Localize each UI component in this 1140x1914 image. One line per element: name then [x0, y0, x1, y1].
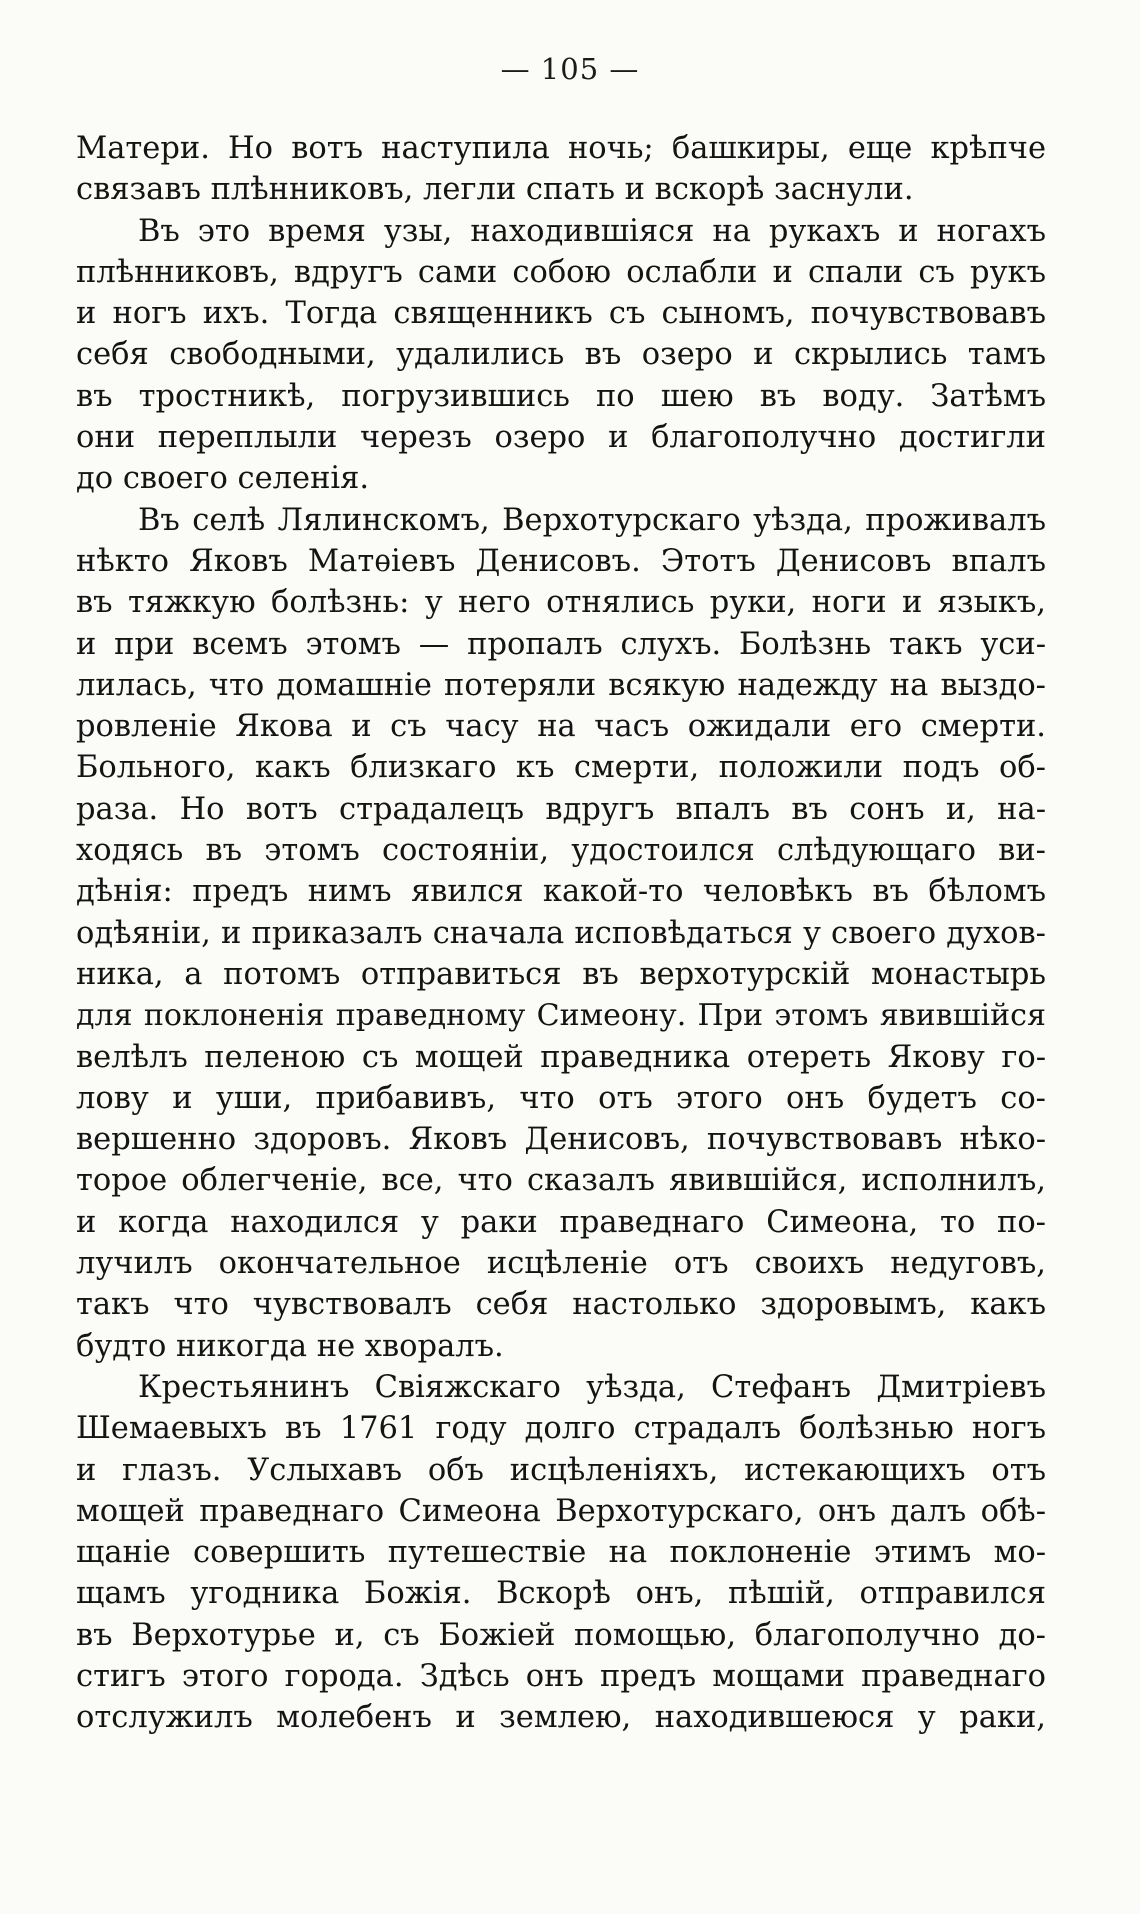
- text-line: Въ это время узы, находившіяся на рукахъ и ногахъ: [138, 213, 1046, 249]
- body-text: [76, 128, 1046, 1739]
- text-line: ходясь въ этомъ состояніи, удостоился слѣдующаго ви-: [76, 833, 1046, 869]
- text-line: такъ что чувствовалъ себя настолько здоровымъ, какъ: [76, 1287, 1046, 1323]
- text-line: Шемаевыхъ въ 1761 году долго страдалъ болѣзнью ногъ: [76, 1411, 1046, 1447]
- text-line: связавъ плѣнниковъ, легли спать и вскорѣ заснули.: [76, 172, 914, 208]
- text-line: щаніе совершить путешествіе на поклоненіе этимъ мо-: [76, 1535, 1046, 1571]
- text-line: въ тростникѣ, погрузившись по шею въ воду. Затѣмъ: [76, 378, 1046, 414]
- text-line: вершенно здоровъ. Яковъ Денисовъ, почувствовавъ нѣко-: [76, 1122, 1046, 1158]
- text-line: они переплыли черезъ озеро и благополучно достигли: [76, 420, 1046, 456]
- text-line: лучилъ окончательное исцѣленіе отъ своихъ недуговъ,: [76, 1246, 1046, 1282]
- text-line: Матери. Но вотъ наступила ночь; башкиры, еще крѣпче: [76, 131, 1046, 166]
- text-line: одѣяніи, и приказалъ сначала исповѣдаться у своего духов-: [76, 915, 1046, 951]
- text-line: Въ селѣ Лялинскомъ, Верхотурскаго уѣзда, проживалъ: [138, 502, 1046, 538]
- text-line: стигъ этого города. Здѣсь онъ предъ мощами праведнаго: [76, 1658, 1046, 1694]
- text-line: будто никогда не хворалъ.: [76, 1328, 504, 1364]
- text-line: до своего селенія.: [76, 461, 370, 497]
- text-line: для поклоненія праведному Симеону. При этомъ явившійся: [76, 998, 1046, 1034]
- text-line: Больного, какъ близкаго къ смерти, положили подъ об-: [76, 750, 1046, 786]
- text-line: и когда находился у раки праведнаго Симеона, то по-: [76, 1204, 1046, 1240]
- text-line: лову и уши, прибавивъ, что отъ этого онъ будетъ со-: [76, 1080, 1046, 1116]
- text-line: въ тяжкую болѣзнь: у него отнялись руки, ноги и языкъ,: [76, 585, 1046, 621]
- text-line: раза. Но вотъ страдалецъ вдругъ впалъ въ сонъ и, на-: [76, 791, 1046, 827]
- text-line: плѣнниковъ, вдругъ сами собою ослабли и спали съ рукъ: [76, 254, 1046, 290]
- text-line: ника, а потомъ отправиться въ верхотурскій монастырь: [76, 956, 1046, 992]
- text-line: нѣкто Яковъ Матѳіевъ Денисовъ. Этотъ Денисовъ впалъ: [76, 543, 1046, 579]
- text-line: торое облегченіе, все, что сказалъ явившійся, исполнилъ,: [76, 1163, 1046, 1199]
- text-line: лилась, что домашніе потеряли всякую надежду на выздо-: [76, 667, 1046, 703]
- page-number: — 105 —: [500, 52, 640, 86]
- text-line: себя свободными, удалились въ озеро и скрылись тамъ: [76, 337, 1046, 373]
- text-line: дѣнія: предъ нимъ явился какой-то человѣкъ въ бѣломъ: [76, 874, 1046, 910]
- text-line: Крестьянинъ Свіяжскаго уѣзда, Стефанъ Дмитріевъ: [138, 1369, 1046, 1405]
- text-line: и ногъ ихъ. Тогда священникъ съ сыномъ, почувствовавъ: [76, 296, 1046, 332]
- text-line: и при всемъ этомъ — пропалъ слухъ. Болѣзнь такъ уси-: [76, 626, 1046, 662]
- text-line: велѣлъ пеленою съ мощей праведника отереть Якову го-: [76, 1039, 1046, 1075]
- text-line: щамъ угодника Божія. Вскорѣ онъ, пѣшій, отправился: [76, 1576, 1046, 1612]
- text-line: отслужилъ молебенъ и землею, находившеюся у раки,: [76, 1700, 1046, 1736]
- text-line: мощей праведнаго Симеона Верхотурскаго, онъ далъ обѣ-: [76, 1493, 1046, 1529]
- text-line: ровленіе Якова и съ часу на часъ ожидали его смерти.: [76, 709, 1046, 745]
- text-line: въ Верхотурье и, съ Божіей помощью, благополучно до-: [76, 1617, 1046, 1653]
- text-line: и глазъ. Услыхавъ объ исцѣленіяхъ, истекающихъ отъ: [76, 1452, 1046, 1488]
